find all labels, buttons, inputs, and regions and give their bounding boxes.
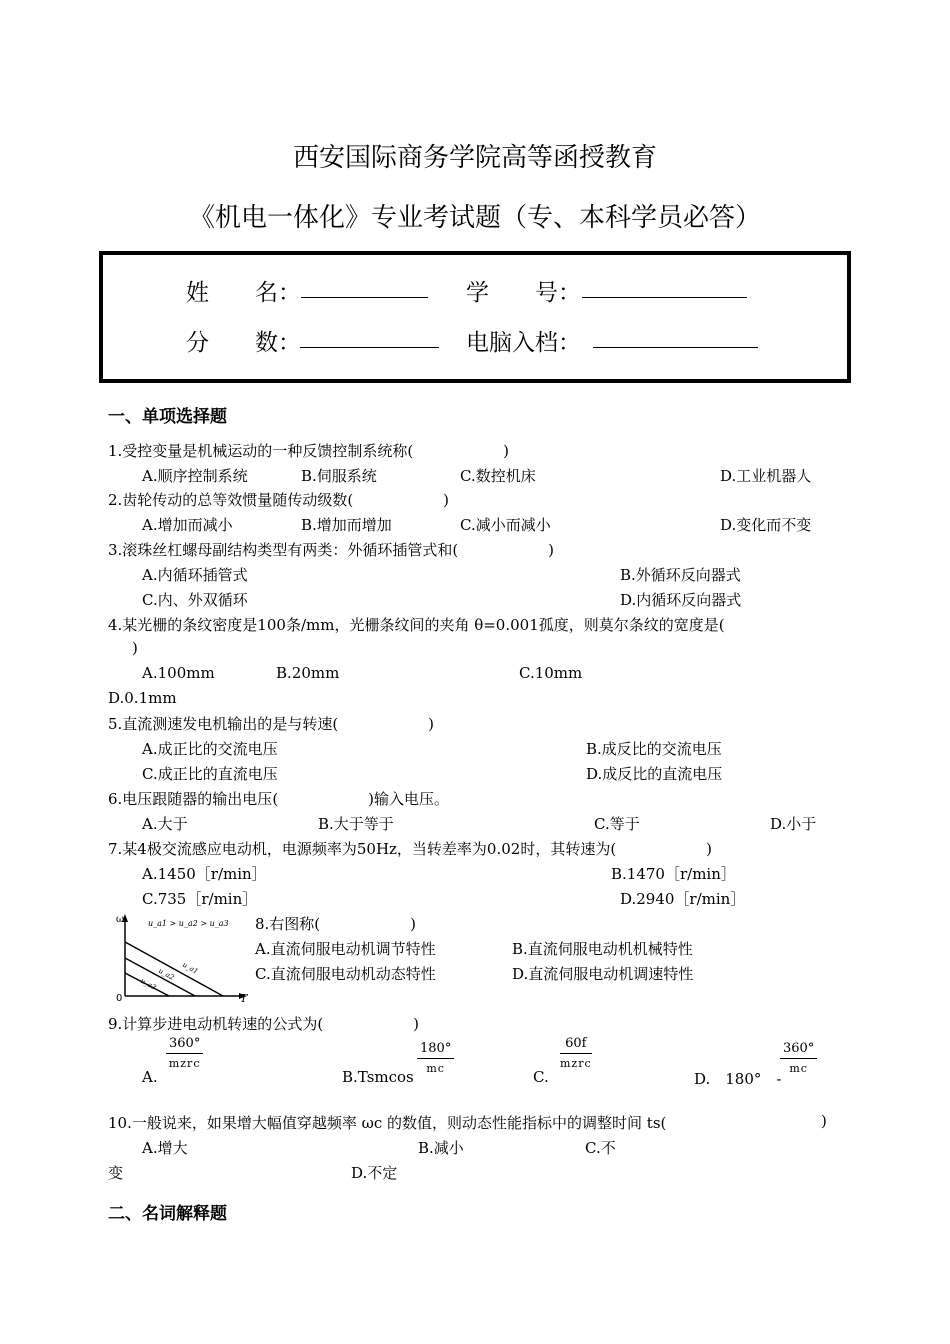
q5-option-c: C.成正比的直流电压 — [142, 765, 278, 783]
q3-option-c: C.内、外双循环 — [142, 591, 248, 609]
question-6: 6.电压跟随器的输出电压( )输入电压。 — [108, 790, 450, 808]
figure-origin-label: 0 — [116, 993, 123, 1004]
q2-option-c: C.减小而减小 — [460, 516, 551, 534]
q3-option-b: B.外循环反向器式 — [620, 566, 741, 584]
question-10-end: ) — [821, 1112, 827, 1130]
score-field[interactable] — [300, 327, 439, 348]
student-id-field[interactable] — [582, 277, 747, 298]
q9-a-denominator: mzrc — [168, 1057, 201, 1070]
q7-option-c: C.735［r/min］ — [142, 890, 258, 908]
q9-a-numerator: 360° — [166, 1036, 203, 1054]
question-5: 5.直流测速发电机输出的是与转速( ) — [108, 715, 435, 733]
q4-option-a: A.100mm — [142, 664, 215, 682]
question-1: 1.受控变量是机械运动的一种反馈控制系统称( ) — [108, 442, 510, 460]
motor-characteristic-figure — [110, 910, 260, 1005]
archive-label: 电脑入档： — [466, 330, 581, 356]
q10-option-d: D.不定 — [351, 1164, 398, 1182]
question-4: 4.某光栅的条纹密度是100条/mm，光栅条纹间的夹角 θ=0.001孤度，则莫尔条纹的宽度是( — [108, 616, 725, 634]
page-title: 西安国际商务学院高等函授教育 — [292, 143, 657, 173]
section-title-term-definition: 二、名词解释题 — [108, 1204, 227, 1224]
question-3: 3.滚珠丝杠螺母副结构类型有两类：外循环插管式和( ) — [108, 541, 555, 559]
q10-option-a: A.增大 — [142, 1139, 188, 1157]
q9-option-a-formula — [166, 1036, 203, 1070]
q7-option-a: A.1450［r/min］ — [142, 865, 267, 883]
q2-option-b: B.增加而增加 — [301, 516, 392, 534]
q9-c-denominator: mzrc — [560, 1057, 592, 1070]
archive-field[interactable] — [593, 327, 758, 348]
q7-option-d: D.2940［r/min］ — [620, 890, 746, 908]
q8-option-b: B.直流伺服电动机机械特性 — [512, 940, 693, 958]
name-field[interactable] — [301, 277, 428, 298]
q4-option-b: B.20mm — [276, 664, 340, 682]
q6-option-c: C.等于 — [594, 815, 640, 833]
question-9: 9.计算步进电动机转速的公式为( ) — [108, 1015, 420, 1033]
q9-b-numerator: 180° — [417, 1041, 454, 1059]
q1-option-c: C.数控机床 — [460, 467, 536, 485]
q9-option-c-formula — [560, 1036, 592, 1070]
q6-option-b: B.大于等于 — [318, 815, 394, 833]
q5-option-b: B.成反比的交流电压 — [586, 740, 722, 758]
q10-option-c-wrap: 变 — [108, 1164, 124, 1182]
question-10: 10.一般说来，如果增大幅值穿越频率 ωc 的数值，则动态性能指标中的调整时间 ts( — [108, 1114, 667, 1132]
q1-option-a: A.顺序控制系统 — [142, 467, 248, 485]
q9-option-a-label: A. — [142, 1068, 158, 1086]
q10-option-b: B.减小 — [418, 1139, 464, 1157]
figure-label-ua2: u_a2 — [157, 966, 176, 982]
page-subtitle: 《机电一体化》专业考试题（专、本科学员必答） — [188, 203, 761, 233]
q6-option-d: D.小于 — [770, 815, 817, 833]
student-id-label: 学 号： — [466, 280, 581, 306]
q5-option-d: D.成反比的直流电压 — [586, 765, 723, 783]
q8-option-a: A.直流伺服电动机调节特性 — [255, 940, 436, 958]
q9-option-b-label: B.Tsmcos — [342, 1068, 414, 1086]
figure-y-label: ω — [116, 914, 125, 925]
q8-option-d: D.直流伺服电动机调速特性 — [512, 965, 694, 983]
figure-line-ua1 — [125, 942, 223, 996]
q9-option-b-formula — [417, 1041, 454, 1075]
q4-option-c: C.10mm — [519, 664, 583, 682]
question-7: 7.某4极交流感应电动机，电源频率为50Hz，当转差率为0.02时，其转速为( ) — [108, 840, 713, 858]
q7-option-b: B.1470［r/min］ — [611, 865, 736, 883]
q9-option-d-formula — [780, 1041, 817, 1075]
q8-option-c: C.直流伺服电动机动态特性 — [255, 965, 436, 983]
q9-d-numerator: 360° — [780, 1041, 817, 1059]
q9-c-numerator: 60f — [560, 1036, 592, 1054]
figure-label-ua1: u_a1 — [181, 960, 200, 976]
q1-option-b: B.伺服系统 — [301, 467, 377, 485]
figure-x-label: T — [240, 992, 248, 1005]
student-info-box — [99, 251, 851, 383]
q9-option-d-label: D. 180° - — [694, 1070, 782, 1088]
q9-option-c-label: C. — [533, 1068, 549, 1086]
question-2: 2.齿轮传动的总等效惯量随传动级数( ) — [108, 491, 450, 509]
figure-label-ua3: u_a3 — [139, 976, 158, 992]
question-4-end: ) — [132, 639, 138, 657]
q4-option-d: D.0.1mm — [108, 689, 177, 707]
q3-option-d: D.内循环反向器式 — [620, 591, 742, 609]
q3-option-a: A.内循环插管式 — [142, 566, 248, 584]
figure-legend: u_a1 > u_a2 > u_a3 — [148, 919, 229, 928]
q9-d-denominator: mc — [789, 1062, 808, 1075]
name-label: 姓 名： — [186, 280, 301, 306]
q2-option-a: A.增加而减小 — [142, 516, 233, 534]
question-8: 8.右图称( ) — [255, 915, 417, 933]
q6-option-a: A.大于 — [142, 815, 188, 833]
q10-option-c: C.不 — [585, 1139, 616, 1157]
q1-option-d: D.工业机器人 — [720, 467, 812, 485]
q9-b-denominator: mc — [426, 1062, 445, 1075]
q2-option-d: D.变化而不变 — [720, 516, 812, 534]
score-label: 分 数： — [186, 330, 301, 356]
q5-option-a: A.成正比的交流电压 — [142, 740, 278, 758]
section-title-multiple-choice: 一、单项选择题 — [108, 407, 227, 427]
